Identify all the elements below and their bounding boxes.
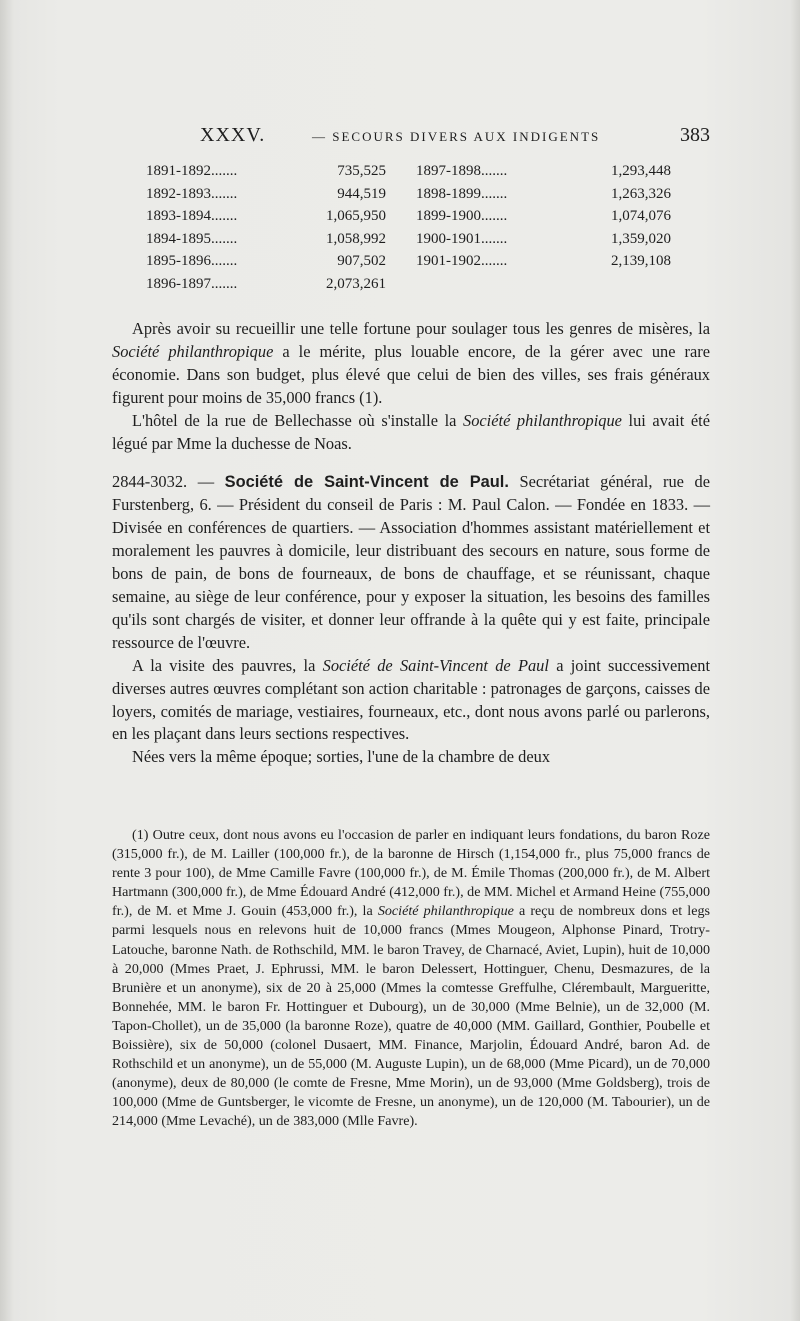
text-run: a le mérite, plus louable encore, de la gérer avec une rare économie. Dans son budget, plus élevé que celui de bien des villes, ses frais généraux figurent pour moins de 35,000 francs (1). — [112, 341, 710, 407]
year-cell: 1900-1901....... — [416, 230, 508, 247]
year-cell: 1893-1894....... — [146, 208, 238, 225]
year-cell: 1897-1898....... — [416, 163, 508, 179]
table-row — [146, 228, 686, 251]
text-run: a reçu de nombreux dons et legs parmi lesquels nous en relevons huit de 10,000 francs (Mmes Mougeon, Alphonse Pinard, Trotry-Latouche, baronne Nath. de Rothschild, MM. le baron Travey, de Charnacé, Aviet, Lupin), huit de 10,000 à 20,000 (Mmes Praet, J. Ephrussi, MM. le baron Delessert, Hottinguer, Chenu, Desmazures, de la Brunière et un anonyme), six de 20 à 25,000 (Mmes la comtesse Greffulhe, Clérembault, Margueritte, Bonnehée, MM. le baron Fr. Hottinguer et Dubourg), un de 30,000 (Mme Belnie), un de 32,000 (M. Tapon-Chollet), un de 35,000 (la baronne Roze), quatre de 40,000 (MM. Gaillard, Gonthier, Poubelle et Boissière), six de 50,000 (colonel Dusaert, MM. Finance, Marjolin, Édouard André, baron Ad. de Rothschild et un anonyme), un de 55,000 (M. Auguste Lupin), un de 68,000 (Mme Picard), un de 70,000 (anonyme), deux de 80,000 (le comte de Fresne, Mme Morin), un de 93,000 (Mme Goldsberg), trois de 100,000 (Mme de Guntsberger, le vicomte de Fresne, un anonyme), un de 120,000 (M. Tabourier), un de 214,000 (Mme Levaché), un de 383,000 (Mlle Favre). — [112, 903, 710, 1130]
italic-society-name: Société philanthropique — [463, 410, 622, 430]
table-row — [146, 273, 686, 296]
text-run: — — [187, 472, 225, 492]
italic-society-name: Société philanthropique — [377, 903, 514, 920]
budget-table — [146, 160, 686, 296]
amount-cell: 907,502 — [337, 253, 386, 270]
entry-text: Secrétariat général, rue de Furstenberg, 6. — Président du conseil de Paris : M. Paul Calon. — Fondée en 1833. — Divisée en conférences de quartiers. — Association d'hommes assistant matériellement et moralement les pauvres à domicile, leur distribuant des secours en nature, sous forme de bons de pain, de bons de fourneaux, de bons de chauffage, et se réunissant, chaque semaine, au siège de leur conférence, pour y exposer la situation, les besoins des familles qu'ils sont chargés de visiter, et donner leur offrande à la quête qui y est faite, principale ressource de l'œuvre. — [112, 472, 710, 652]
paragraph-continued: Nées vers la même époque; sorties, l'une de la chambre de deux — [132, 747, 551, 767]
paragraph-fortune — [112, 318, 710, 410]
amount-cell: 1,263,326 — [611, 185, 671, 202]
italic-society-name: Société de Saint-Vincent de Paul — [322, 655, 549, 675]
amount-cell: 1,359,020 — [611, 230, 671, 247]
page-number: 383 — [680, 124, 710, 146]
year-cell: 1891-1892....... — [146, 163, 238, 179]
year-cell: 1901-1902....... — [416, 253, 508, 270]
text-run: lui avait été légué par Mme la duchesse de Noas. — [112, 410, 710, 453]
text-run: a joint successivement diverses autres œuvres complétant son action charitable : patronages de garçons, caisses de loyers, comités de mariage, vestiaires, fourneaux, etc., dont nous avons parlé ou parlerons, en les plaçant dans leurs sections respectives. — [112, 655, 711, 744]
year-cell: 1899-1900....... — [416, 208, 508, 225]
chapter-number: XXXV. — [200, 124, 266, 146]
running-title: — SECOURS DIVERS AUX INDIGENTS — [312, 129, 601, 144]
entry-saint-vincent-de-paul — [112, 471, 710, 654]
entry-number: 2844-3032. — [112, 472, 188, 492]
table-row — [146, 183, 686, 206]
year-cell: 1892-1893....... — [146, 185, 238, 202]
amount-cell: 944,519 — [337, 185, 386, 202]
text-run: L'hôtel de la rue de Bellechasse où s'installe la — [132, 410, 464, 430]
footnote-text — [112, 826, 710, 1132]
text-run: (1) Outre ceux, dont nous avons eu l'occasion de parler en indiquant leurs fondations, du baron Roze (315,000 fr.), de M. Lailler (100,000 fr.), de la baronne de Hirsch (1,154,000 fr., plus 75,000 francs de rente 3 pour 100), de Mme Camille Favre (100,000 fr.), de M. Émile Thomas (200,000 fr.), de M. Albert Hartmann (300,000 fr.), de Mme Édouard André (412,000 fr.), de MM. Michel et Armand Heine (755,000 fr.), de M. et Mme J. Gouin (453,000 fr.), la — [112, 827, 710, 920]
paragraph-visits — [112, 655, 710, 747]
entry-heading: Société de Saint-Vincent de Paul. — [224, 473, 509, 492]
amount-cell: 1,293,448 — [611, 163, 671, 179]
table-row — [146, 160, 686, 183]
amount-cell: 735,525 — [337, 163, 386, 179]
text-run: A la visite des pauvres, la — [132, 655, 323, 675]
year-cell: 1895-1896....... — [146, 253, 238, 270]
table-row — [146, 205, 686, 228]
running-header — [200, 124, 710, 154]
paragraph-hotel — [112, 410, 710, 456]
year-cell: 1898-1899....... — [416, 185, 508, 202]
amount-cell: 1,065,950 — [326, 208, 386, 225]
year-cell: 1894-1895....... — [146, 230, 238, 247]
amount-cell: 2,139,108 — [611, 253, 671, 270]
footnote — [112, 826, 710, 1132]
year-cell: 1896-1897....... — [146, 275, 238, 292]
text-run: Après avoir su recueillir une telle fortune pour soulager tous les genres de misères, la — [132, 319, 710, 338]
amount-cell: 2,073,261 — [326, 275, 386, 292]
table-row — [146, 250, 686, 273]
amount-cell: 1,058,992 — [326, 230, 386, 247]
italic-society-name: Société philanthropique — [112, 341, 274, 361]
main-text — [112, 318, 710, 769]
amount-cell: 1,074,076 — [611, 208, 671, 225]
